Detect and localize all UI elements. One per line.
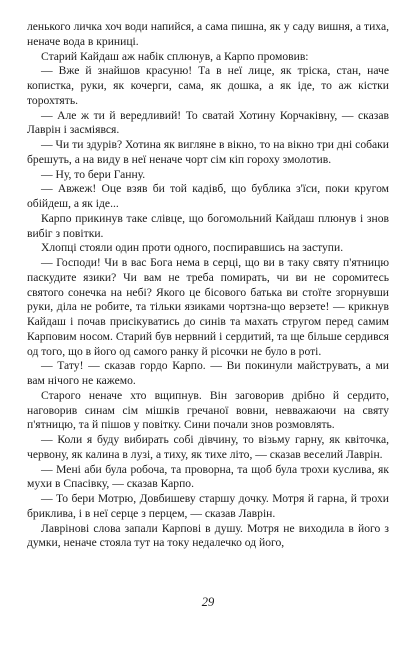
- paragraph: — Коли я буду вибирать собі дівчину, то візьму гарну, як квіточка, червону, як калина в лузі, а тиху, як тихе літо, — сказав веселий Лаврін.: [27, 433, 389, 461]
- paragraph: — Мені аби була робоча, та проворна, та щоб була трохи куслива, як мухи в Спасівку, — сказав Карпо.: [27, 462, 389, 491]
- paragraph: — Господи! Чи в вас Бога нема в серці, що ви в таку святу п'ятницю паскудите язики? Чи вам не треба помирать, чи ви не соромитесь святого сонечка на небі? Якого це бісового батька ви стоїте згорнувши руки, діла не робите, та тільки язиками чортзна-що верзете! — крикнув Кайдаш і почав присікуватись до синів та махать стругом перед самим Карповим носом. Старий був нервний і сердитий, та ще більше сердився од того, що в його од самого ранку й рісочки не було в роті.: [27, 256, 389, 358]
- paragraph: ленького личка хоч води напийся, а сама пишна, як у саду вишня, а тиха, неначе вода в криниці.: [27, 20, 389, 48]
- paragraph: — То бери Мотрю, Довбишеву старшу дочку. Мотря й гарна, й трохи бриклива, і в неї серце з перцем, — сказав Лаврін.: [27, 492, 389, 520]
- paragraph: — Авжеж! Оце взяв би той кадівб, що бублика з'їси, поки кругом обійдеш, а як іде...: [27, 182, 389, 210]
- paragraph: — Ну, то бери Ганну.: [41, 167, 146, 181]
- paragraph: — Але ж ти й вередливий! То сватай Хотину Корчаківну, — сказав Лаврін і засміявся.: [27, 108, 389, 137]
- paragraph: — Чи ти здурів? Хотина як вигляне в вікно, то на вікно три дні собаки брешуть, а на виду в неї неначе чорт сім кіп гороху змолотив.: [27, 138, 389, 166]
- paragraph: — Тату! — сказав гордо Карпо. — Ви покинули майструвать, а ми вам нічого не кажемо.: [27, 359, 389, 387]
- paragraph: — Вже й знайшов красуню! Та в неї лице, як тріска, стан, наче копистка, руки, як кочерги, сама, як дошка, а як іде, то аж кістки торохтять.: [27, 64, 389, 107]
- paragraph: Хлопці стояли один проти одного, поспиравшись на заступи.: [41, 241, 344, 255]
- paragraph: Лаврінові слова запали Карпові в душу. Мотря не виходила в його з думки, неначе стояла тут на току недалечко од його,: [27, 521, 389, 550]
- paragraph: Старий Кайдаш аж набік сплюнув, а Карпо промовив:: [41, 49, 309, 63]
- page-number: 29: [201, 595, 215, 609]
- paragraph: Карпо прикинув таке слівце, що богомольний Кайдаш плюнув і знов вибіг з повітки.: [27, 211, 389, 240]
- paragraph: Старого неначе хто вщипнув. Він заговорив дрібно й сердито, наговорив синам сім мішків гречаної вовни, невважаючи на святу п'ятницю, та й пішов у повітку. Сини почали знов розмовлять.: [27, 388, 389, 432]
- body-text: [27, 20, 389, 551]
